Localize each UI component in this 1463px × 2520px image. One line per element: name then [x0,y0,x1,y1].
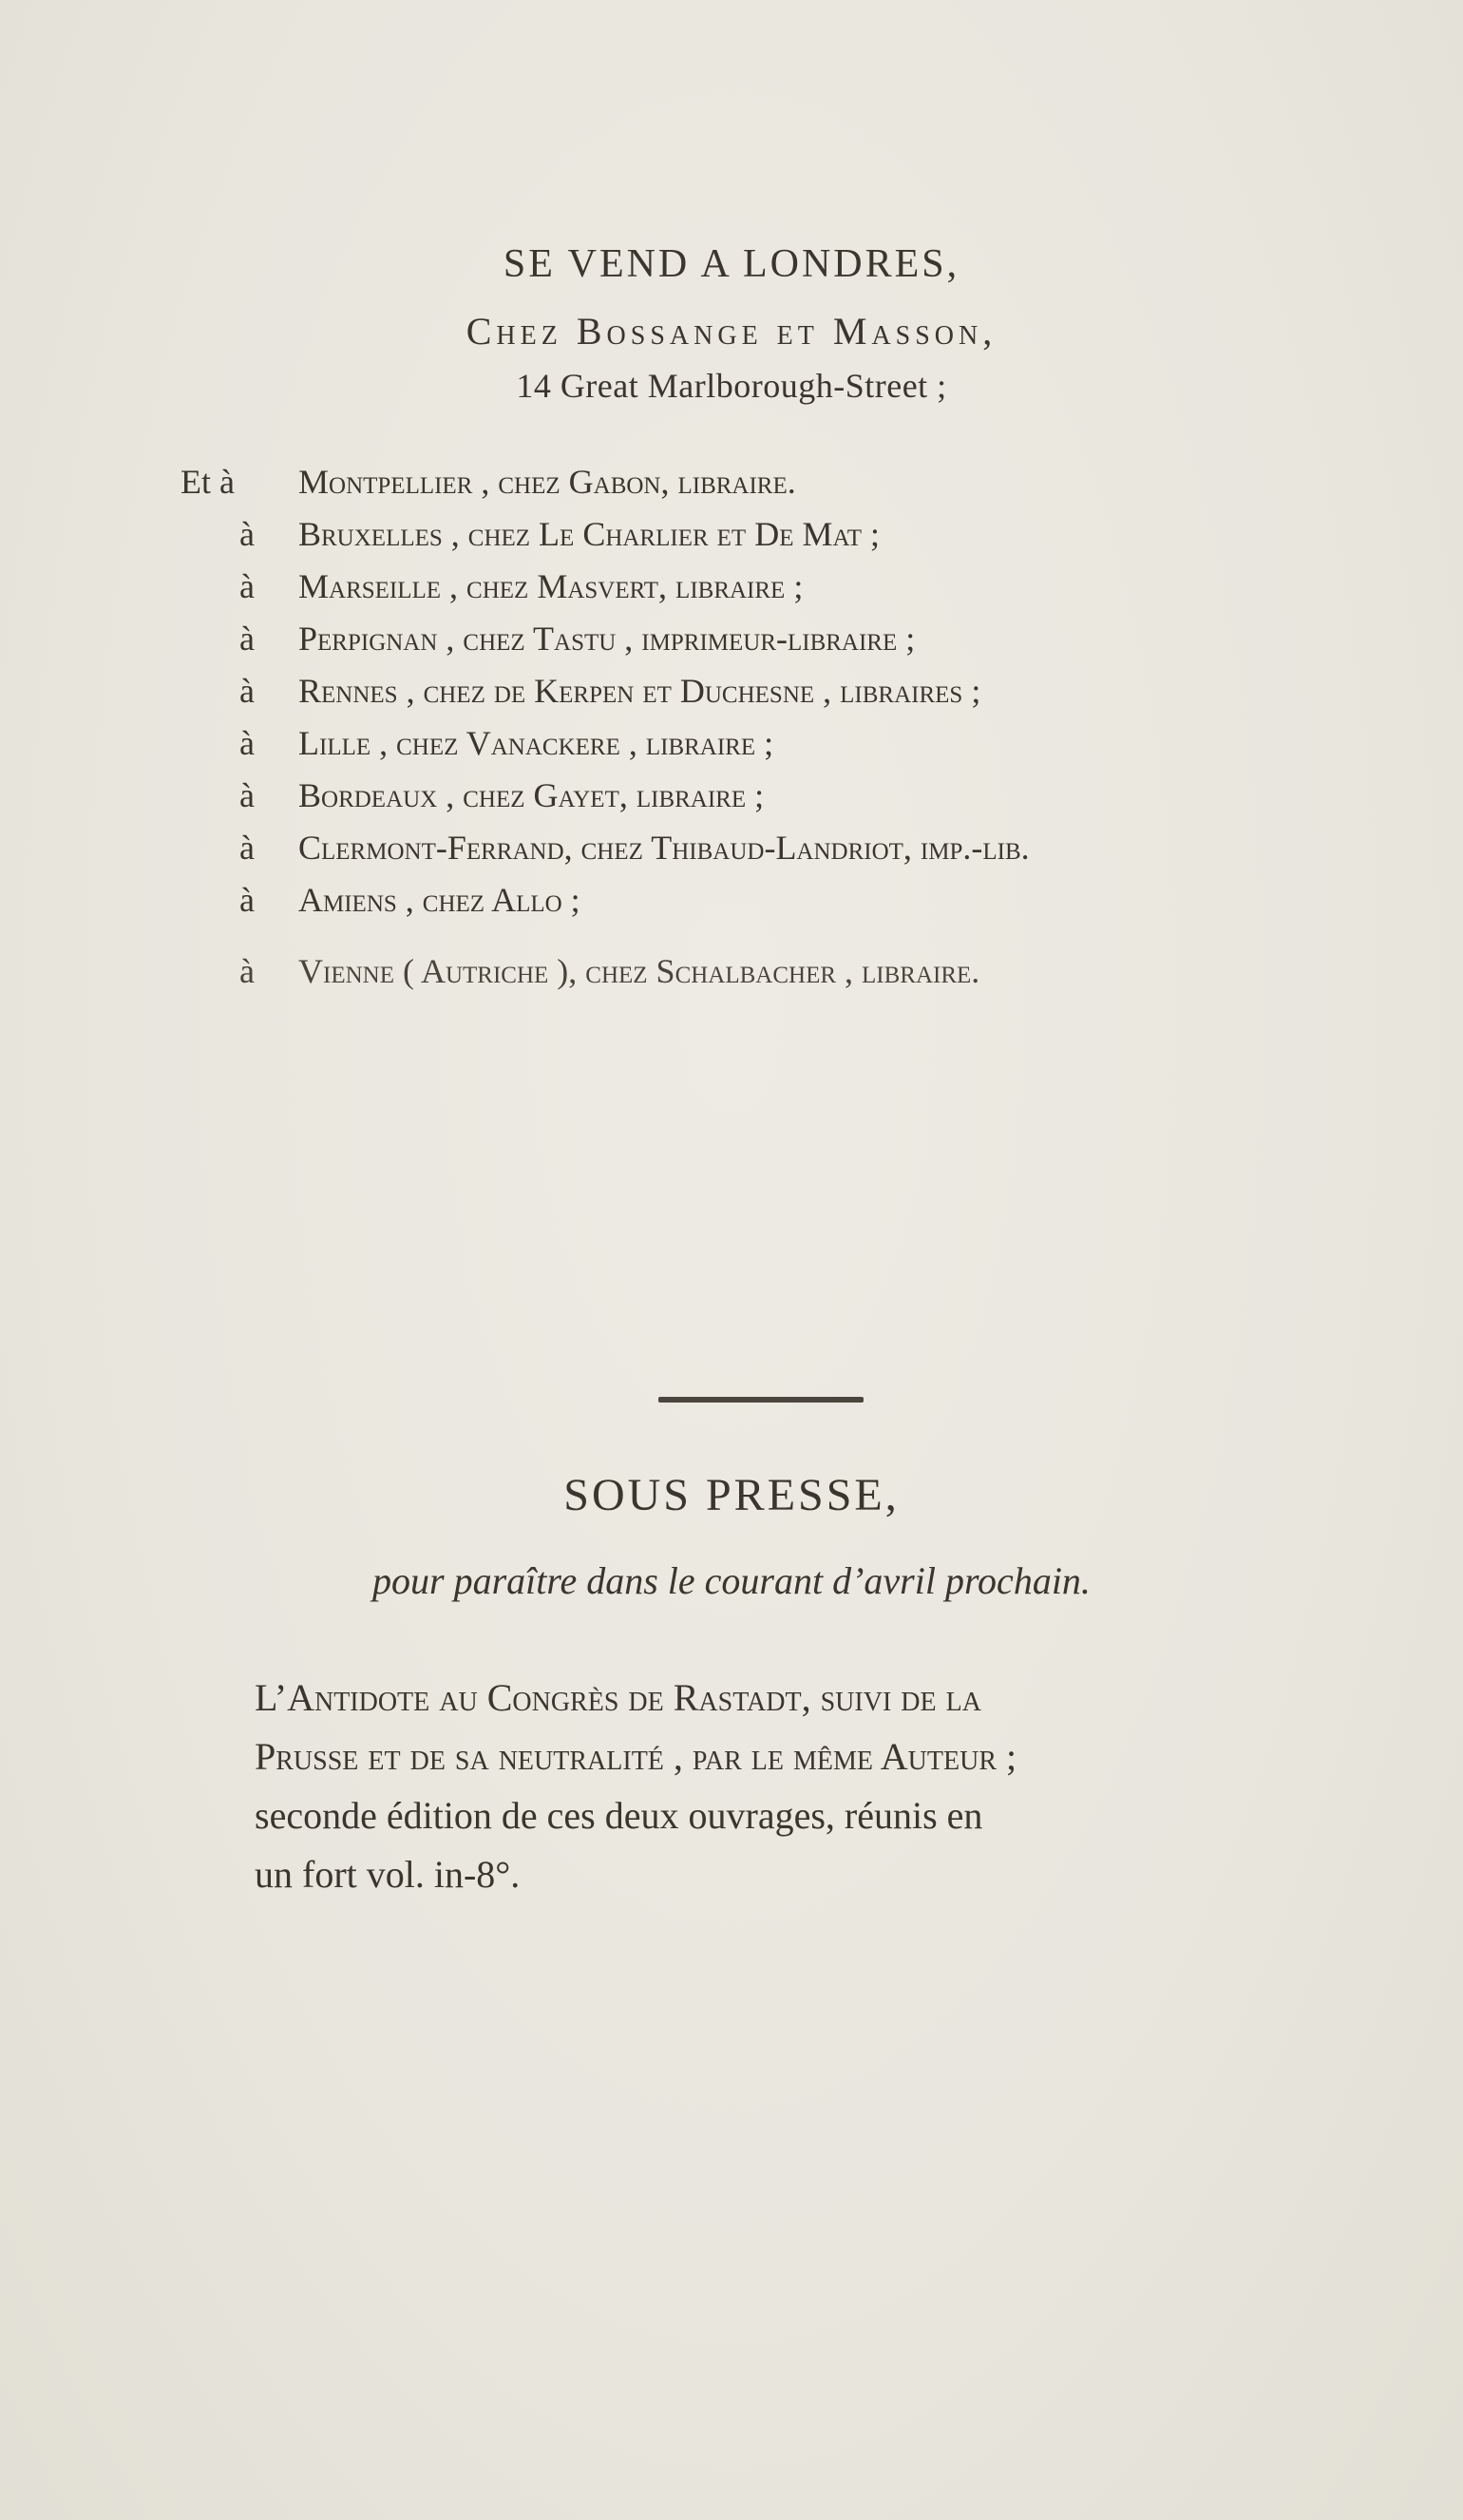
publisher-name: Chez Bossange et Masson, [466,310,998,353]
list-item-text: Bordeaux , chez Gayet, libraire ; [298,776,765,814]
list-item-text: Rennes , chez de Kerpen et Duchesne , libraires ; [298,672,981,710]
list-item-text: Lille , chez Vanackere , libraire ; [298,724,774,762]
list-item-lead: Et à [180,463,235,501]
sous-presse-title: SOUS PRESSE, [563,1470,900,1520]
list-item-text: Vienne ( Autriche ), chez Schalbacher , libraire. [298,952,980,990]
paragraph-line: seconde édition de ces deux ouvrages, réunis en [255,1794,983,1837]
list-item-lead: à [239,881,255,919]
list-item [239,822,1030,874]
list-item [180,456,1030,508]
booksellers-list [180,456,1030,998]
list-item [239,613,1030,665]
list-item [239,945,1030,998]
paragraph-line: L’Antidote au Congrès de Rastadt, suivi de la [255,1676,981,1719]
list-item [239,717,1030,770]
paragraph-line: un fort vol. in-8°. [255,1853,521,1896]
list-item-text: Montpellier , chez Gabon, libraire. [298,463,796,501]
list-item-text: Clermont-Ferrand, chez Thibaud-Landriot, imp.-lib. [298,829,1030,867]
list-item-text: Perpignan , chez Tastu , imprimeur-libraire ; [298,620,916,658]
list-item-text: Amiens , chez Allo ; [298,881,580,919]
publisher-address: 14 Great Marlborough-Street ; [516,367,947,405]
list-item [239,665,1030,717]
list-item-lead: à [239,672,255,710]
list-item [239,770,1030,822]
list-item-text: Marseille , chez Masvert, libraire ; [298,567,804,605]
paragraph-line: Prusse et de sa neutralité , par le même Auteur ; [255,1735,1017,1778]
list-item-lead: à [239,952,255,990]
list-item [239,874,1030,926]
list-item-lead: à [239,515,255,553]
list-item [239,508,1030,561]
sous-presse-subtitle: pour paraître dans le courant d’avril prochain. [372,1559,1091,1602]
list-item-lead: à [239,724,255,762]
list-item-lead: à [239,776,255,814]
forthcoming-book-description [255,1669,1338,1904]
list-item-lead: à [239,620,255,658]
list-item [239,561,1030,613]
list-item-lead: à [239,829,255,867]
list-item-lead: à [239,567,255,605]
list-item-text: Bruxelles , chez Le Charlier et De Mat ; [298,515,881,553]
sale-heading: SE VEND A LONDRES, [503,242,960,286]
section-divider [658,1397,864,1403]
